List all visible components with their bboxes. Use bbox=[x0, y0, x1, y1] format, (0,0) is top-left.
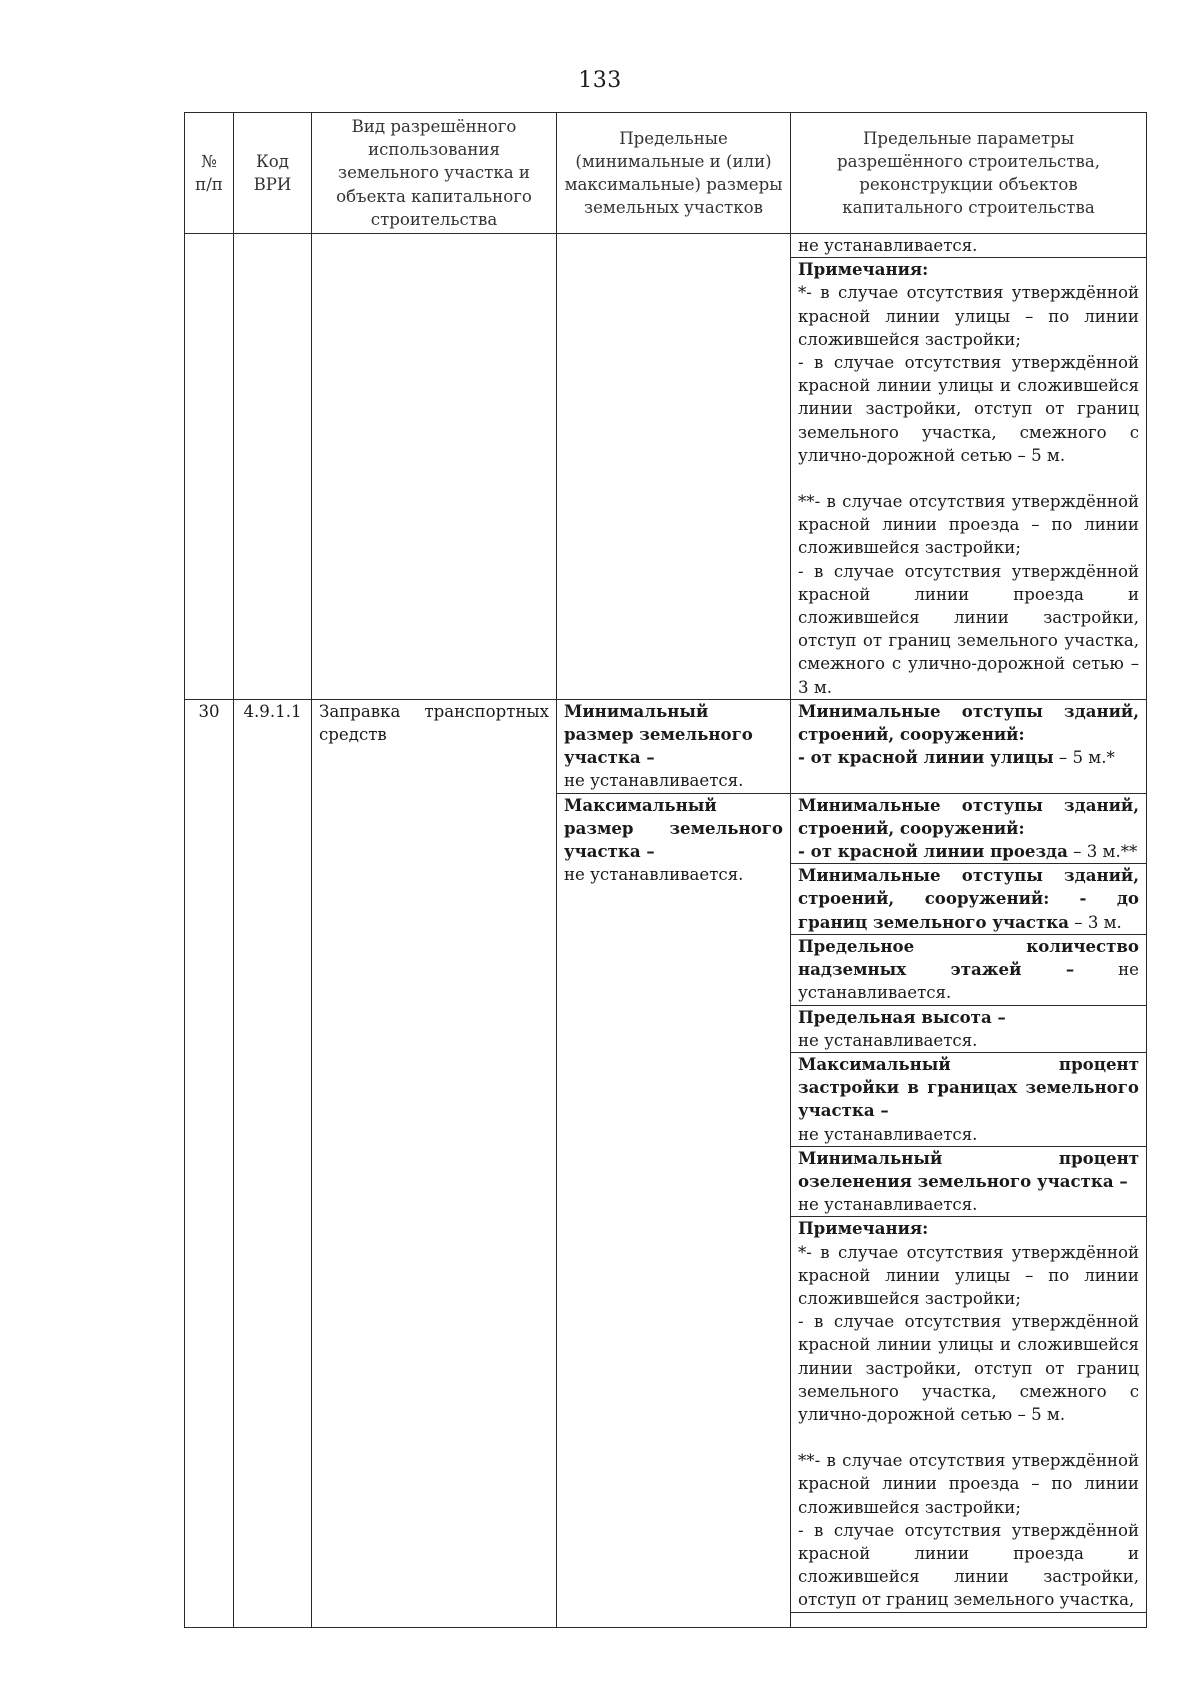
param-value: – 3 м. bbox=[1068, 912, 1122, 932]
clip-cell bbox=[791, 1612, 1147, 1627]
param-cell bbox=[791, 1005, 1147, 1052]
param-value-label: - от красной линии проезда bbox=[798, 841, 1068, 862]
notes-title: Примечания: bbox=[798, 259, 929, 280]
table-row bbox=[185, 699, 1147, 793]
min-size-cell bbox=[557, 699, 791, 793]
table-row bbox=[185, 234, 1147, 258]
param-cell bbox=[791, 864, 1147, 935]
row-type bbox=[312, 699, 557, 1627]
row-num: 30 bbox=[185, 699, 234, 1627]
header-code: Код ВРИ bbox=[234, 113, 312, 234]
param-value: – 3 м.** bbox=[1067, 842, 1138, 862]
max-size-title: Максимальный размер земельного участка – bbox=[564, 794, 783, 862]
max-size-value: не устанавливается. bbox=[564, 865, 744, 885]
param-title: Минимальные отступы зданий, строений, сооружений: bbox=[798, 700, 1139, 745]
row-code: 4.9.1.1 bbox=[234, 699, 312, 1627]
param-value: не устанавливается. bbox=[798, 1195, 978, 1215]
notes-title: Примечания: bbox=[798, 1218, 929, 1239]
param-cell bbox=[791, 1146, 1147, 1217]
max-size-cell bbox=[557, 793, 791, 1627]
param-cell bbox=[791, 793, 1147, 864]
table-header-row bbox=[185, 113, 1147, 234]
param-cell bbox=[791, 1052, 1147, 1146]
min-size-title: Минимальный размер земельного участка – bbox=[564, 700, 753, 768]
prev-sizes-cell bbox=[557, 234, 791, 700]
notes-cell bbox=[791, 1217, 1147, 1612]
note-line: **- в случае отсутствия утверждённой красной линии проезда – по линии сложившейся застройки; bbox=[798, 492, 1139, 558]
prev-num-cell bbox=[185, 234, 234, 700]
note-line: - в случае отсутствия утверждённой красной линии проезда и сложившейся линии застройки, отступ от границ земельного участка, смежного с улично-дорожной сетью – 3 м. bbox=[798, 561, 1139, 697]
row-type-text: Заправка транспортных средств bbox=[319, 701, 549, 745]
header-sizes: Предельные (минимальные и (или) максимальные) размеры земельных участков bbox=[557, 113, 791, 234]
note-line: - в случае отсутствия утверждённой красной линии улицы и сложившейся линии застройки, отступ от границ земельного участка, смежного с улично-дорожной сетью – 5 м. bbox=[798, 1312, 1139, 1424]
param-cell bbox=[791, 934, 1147, 1005]
note-line: *- в случае отсутствия утверждённой красной линии улицы – по линии сложившейся застройки; bbox=[798, 1242, 1139, 1308]
regulations-table bbox=[184, 112, 1147, 1628]
prev-notes-cell bbox=[791, 258, 1147, 700]
param-value: – 5 м.* bbox=[1053, 748, 1115, 768]
param-title: Предельная высота – bbox=[798, 1006, 1006, 1027]
param-title: Предельное количество надземных этажей – bbox=[798, 935, 1139, 980]
note-line: **- в случае отсутствия утверждённой красной линии проезда – по линии сложившейся застройки; bbox=[798, 1451, 1139, 1517]
header-num: № п/п bbox=[185, 113, 234, 234]
param-title: Минимальные отступы зданий, строений, сооружений: bbox=[798, 865, 1139, 909]
param-value-label: - от красной линии улицы bbox=[798, 747, 1054, 768]
prev-code-cell bbox=[234, 234, 312, 700]
header-type: Вид разрешённого использования земельного участка и объекта капитального строительства bbox=[312, 113, 557, 234]
param-value-label: - до границ земельного участка bbox=[798, 888, 1140, 932]
param-value: не устанавливается. bbox=[798, 1030, 978, 1050]
param-title: Минимальные отступы зданий, строений, сооружений: bbox=[798, 794, 1139, 838]
header-params: Предельные параметры разрешённого строительства, реконструкции объектов капитального строительства bbox=[791, 113, 1147, 234]
prev-params-tail: не устанавливается. bbox=[791, 234, 1147, 258]
param-cell bbox=[791, 699, 1147, 793]
page-number: 133 bbox=[578, 68, 622, 93]
param-title: Максимальный процент застройки в границах земельного участка – bbox=[798, 1053, 1139, 1121]
min-size-value: не устанавливается. bbox=[564, 771, 744, 791]
param-value: не устанавливается. bbox=[798, 960, 1139, 1003]
param-title: Минимальный процент озеленения земельного участка – bbox=[798, 1147, 1139, 1191]
param-value: не устанавливается. bbox=[798, 1124, 978, 1144]
prev-type-cell bbox=[312, 234, 557, 700]
note-line: - в случае отсутствия утверждённой красной линии проезда и сложившейся линии застройки, отступ от границ земельного участка, bbox=[798, 1520, 1139, 1610]
note-line: - в случае отсутствия утверждённой красной линии улицы и сложившейся линии застройки, отступ от границ земельного участка, смежного с улично-дорожной сетью – 5 м. bbox=[798, 353, 1139, 465]
note-line: *- в случае отсутствия утверждённой красной линии улицы – по линии сложившейся застройки; bbox=[798, 283, 1139, 349]
